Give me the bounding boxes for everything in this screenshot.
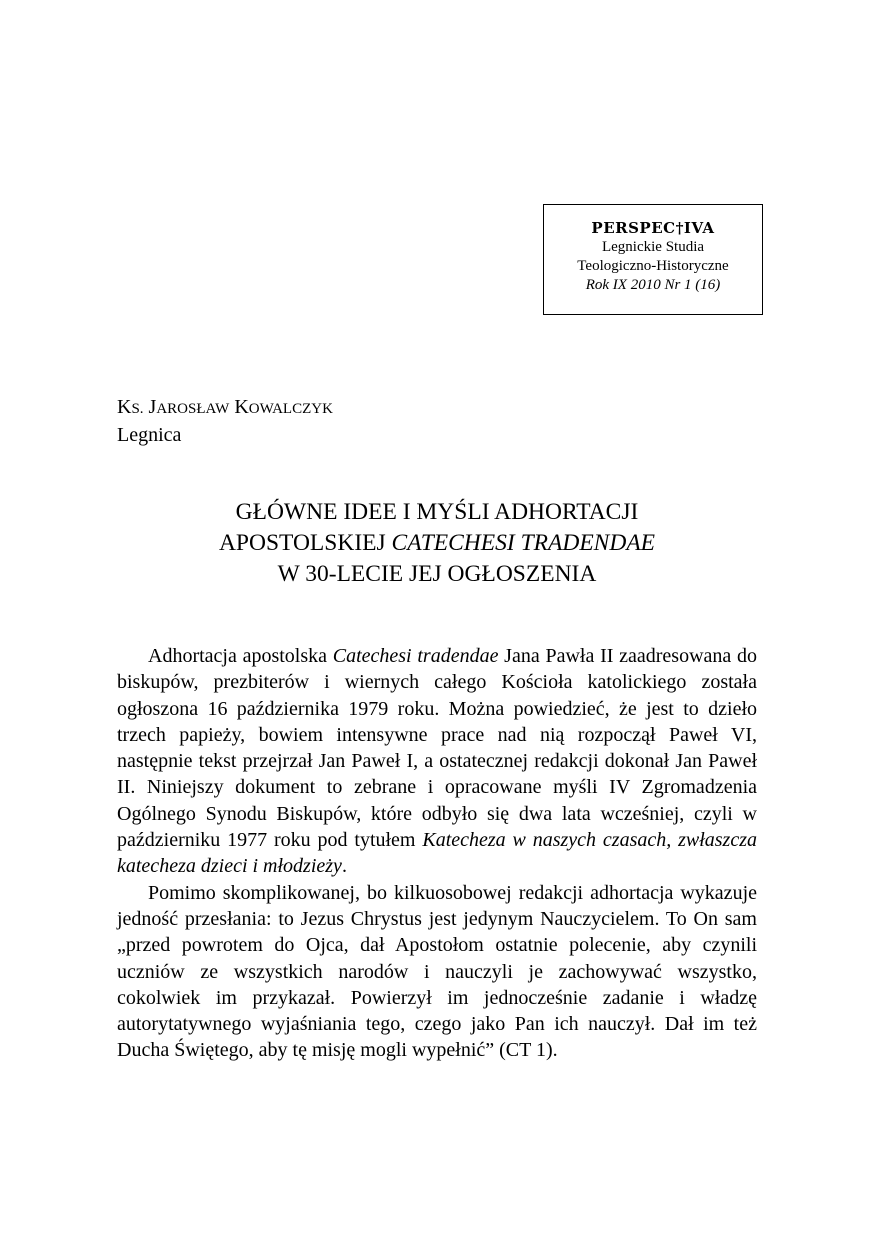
author-ks-initial: K [117, 396, 132, 418]
paragraph-1 [117, 643, 757, 880]
journal-name: PERSPEC†IVA [591, 219, 715, 237]
p1-part-a: Adhortacja apostolska [148, 645, 333, 667]
title-line-3: W 30-LECIE JEJ OGŁOSZENIA [277, 561, 597, 587]
title-line-2-prefix: APOSTOLSKIEJ [218, 530, 392, 556]
title-line-1: GŁÓWNE IDEE I MYŚLI ADHORTACJI [235, 499, 639, 525]
p1-part-d-italic: Katecheza w naszych czasach, zwłaszcza katecheza dzieci i młodzieży [117, 829, 758, 878]
title-line-2 [117, 528, 757, 559]
journal-subtitle-line2: Teologiczno-Historyczne [577, 258, 729, 274]
journal-issue: Rok IX 2010 Nr 1 (16) [585, 277, 721, 293]
author-last-rest: OWALCZYK [248, 401, 333, 417]
author-block [117, 394, 333, 448]
author-city: Legnica [117, 424, 182, 446]
p1-part-b-italic: Catechesi tradendae [332, 645, 499, 667]
p1-part-c: Jana Pawła II zaadresowana do biskupów, prezbiterów i wiernych całego Kościoła katolickiego została ogłoszona 16 października 1979 roku. Można powiedzieć, że jest to dzieło trzech papieży, bowiem intensywne prace nad nią rozpoczął Paweł VI, następnie tekst przejrzał Jan Paweł I, a ostatecznej redakcji dokonał Jan Paweł II. Niniejszy dokument to zebrane i opracowane myśli IV Zgromadzenia Ogólnego Synodu Biskupów, które odbyło się dwa lata wcześniej, czyli w październiku 1977 roku pod tytułem [117, 645, 757, 852]
author-first-initial: J [148, 396, 157, 418]
article-body [117, 643, 757, 1064]
author-name [117, 394, 333, 422]
paragraph-2: Pomimo skomplikowanej, bo kilkuosobowej redakcji adhortacja wykazuje jedność przesłania: to Jezus Chrystus jest jedynym Nauczycielem. To On sam „przed powrotem do Ojca, dał Apostołom ostatnie polecenie, aby czynili uczniów ze wszystkich narodów i nauczyli je zachowywać wszystko, cokolwiek im przykazał. Powierzył im jednocześnie zadanie i władzę autorytatywnego wyjaśniania tego, czego jako Pan ich nauczył. Dał im też Ducha Świętego, aby tę misję mogli wypełnić” (CT 1). [117, 881, 757, 1062]
journal-subtitle-line1: Legnickie Studia [601, 239, 705, 255]
article-title [117, 497, 757, 590]
title-line-2-italic: CATECHESI TRADENDAE [391, 530, 656, 556]
author-last-initial: K [234, 396, 249, 418]
journal-info-box [543, 204, 763, 315]
author-first-rest: AROSŁAW [156, 401, 230, 417]
author-ks-rest: S. [131, 401, 144, 417]
p1-part-e: . [341, 855, 347, 878]
